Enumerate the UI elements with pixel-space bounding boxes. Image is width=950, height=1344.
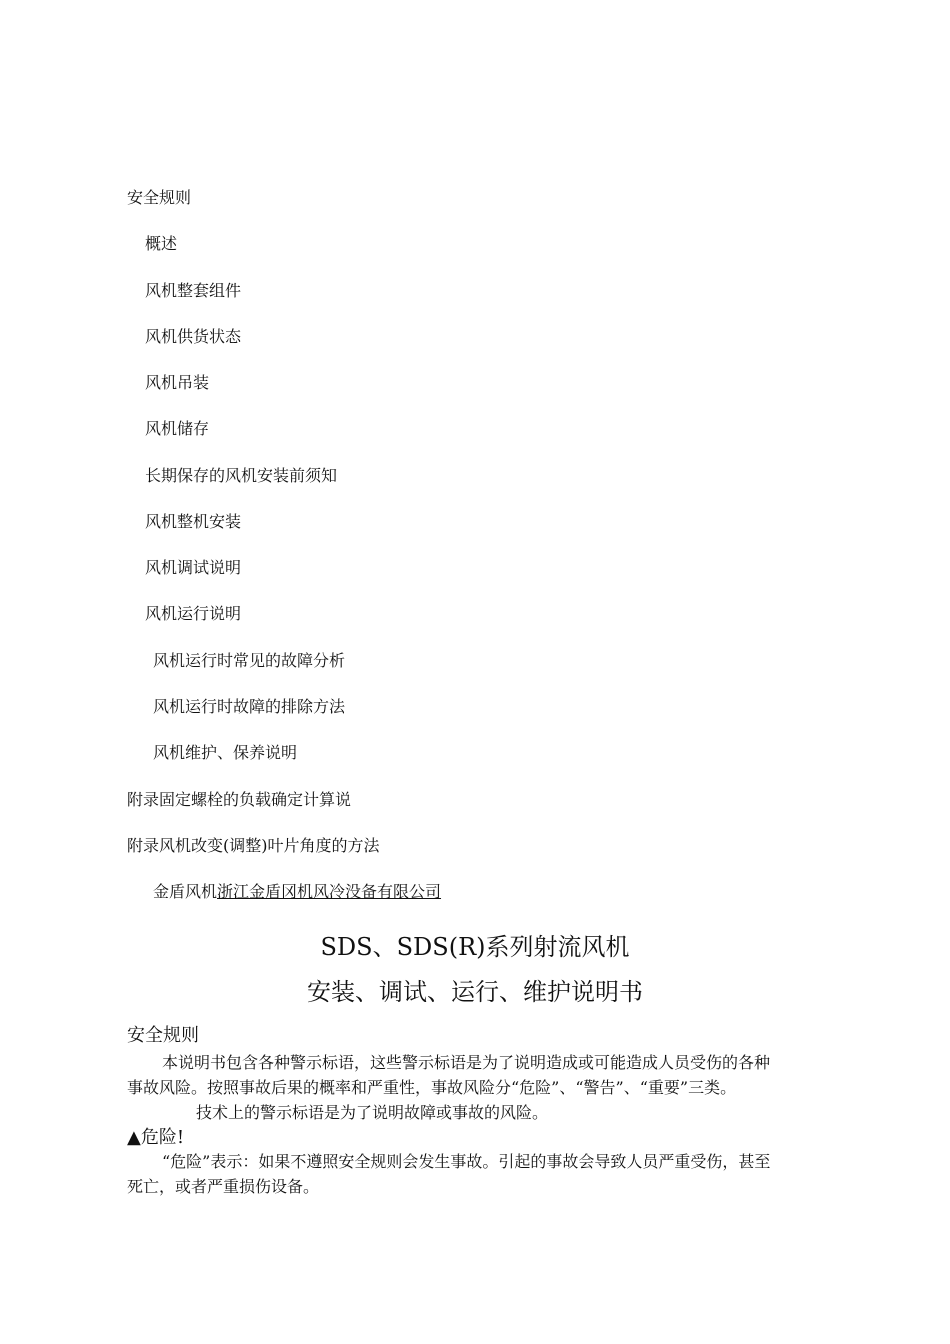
toc-item-complete-assembly: 风机整套组件 <box>145 281 242 300</box>
toc-item-operation: 风机运行说明 <box>145 604 242 623</box>
danger-paragraph-line-1: “危险”表示：如果不遵照安全规则会发生事故。引起的事故会导致人员严重受伤，甚至 <box>162 1152 771 1171</box>
toc-item-lifting: 风机吊装 <box>145 373 210 392</box>
company-line <box>153 882 441 902</box>
toc-item-overview: 概述 <box>145 234 178 253</box>
toc-item-fault-removal: 风机运行时故障的排除方法 <box>153 697 346 716</box>
section-heading: 安全规则 <box>127 1025 199 1046</box>
danger-label: ▲危险! <box>127 1127 185 1148</box>
toc-item-maintenance: 风机维护、保养说明 <box>153 743 298 762</box>
toc-item-installation: 风机整机安装 <box>145 512 242 531</box>
toc-item-appendix-blade: 附录风机改变(调整)叶片角度的方法 <box>127 836 380 855</box>
intro-paragraph-line-2: 事故风险。按照事故后果的概率和严重性，事故风险分“危险”、“警告”、“重要”三类。 <box>127 1078 737 1097</box>
toc-item-appendix-bolt: 附录固定螺栓的负载确定计算说 <box>127 790 352 809</box>
toc-item-commissioning: 风机调试说明 <box>145 558 242 577</box>
toc-item-storage: 风机储存 <box>145 419 210 438</box>
brand-name: 金盾风机 <box>153 882 218 901</box>
danger-paragraph-line-2: 死亡，或者严重损伤设备。 <box>127 1177 320 1196</box>
intro-paragraph-line-1: 本说明书包含各种警示标语，这些警示标语是为了说明造成或可能造成人员受伤的各种 <box>162 1053 771 1072</box>
document-title: SDS、SDS(R)系列射流风机 <box>320 933 630 961</box>
document-subtitle: 安装、调试、运行、维护说明书 <box>307 978 643 1006</box>
toc-item-safety-rules: 安全规则 <box>127 188 192 207</box>
intro-paragraph-line-3: 技术上的警示标语是为了说明故障或事故的风险。 <box>196 1103 549 1122</box>
toc-item-fault-analysis: 风机运行时常见的故障分析 <box>153 651 346 670</box>
toc-item-supply-status: 风机供货状态 <box>145 327 242 346</box>
toc-item-long-storage: 长期保存的风机安装前须知 <box>145 466 338 485</box>
company-link[interactable]: 浙江金盾冈机风冷没备有限公司 <box>217 882 442 901</box>
